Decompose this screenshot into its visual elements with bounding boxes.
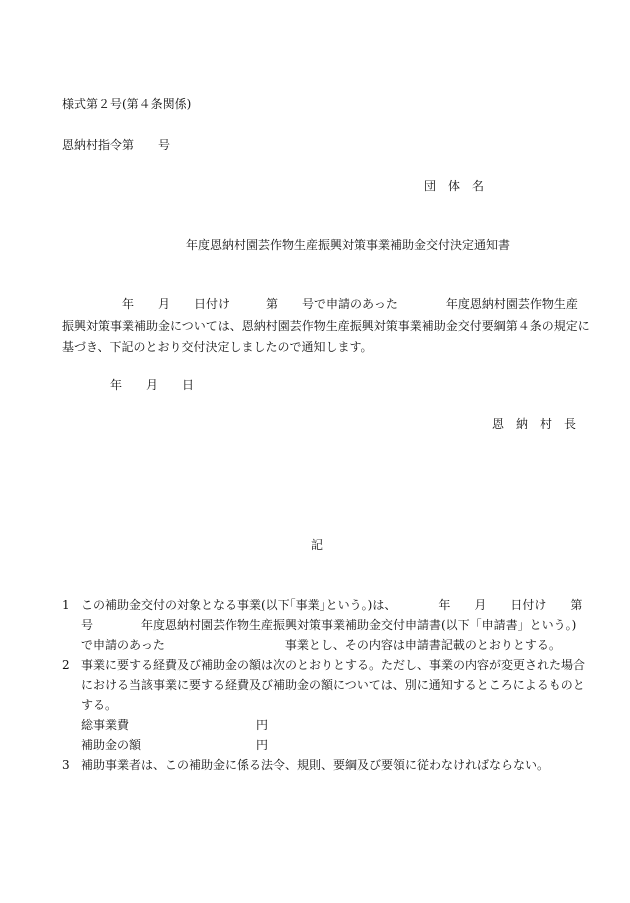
item-line: する。 xyxy=(81,698,118,712)
form-number: 様式第２号(第４条関係) xyxy=(62,97,192,111)
subsidy-amount-label: 補助金の額 xyxy=(81,738,142,752)
document-title: 年度恩納村園芸作物生産振興対策事業補助金交付決定通知書 xyxy=(186,238,511,252)
subsidy-amount-unit: 円 xyxy=(256,738,269,752)
ki-heading: 記 xyxy=(311,538,324,552)
total-cost-label: 総事業費 xyxy=(81,718,130,732)
body-line: 年 月 日付け 第 号で申請のあった 年度恩納村園芸作物生産 xyxy=(62,297,578,311)
item-line: における当該事業に要する経費及び補助金の額については、別に通知するところによるものと xyxy=(81,678,585,692)
item-number: 1 xyxy=(62,598,70,612)
body-line: 振興対策事業補助金については、恩納村園芸作物生産振興対策事業補助金交付要綱第４条の規定に xyxy=(62,319,590,333)
item-line: 号 年度恩納村園芸作物生産振興対策事業補助金交付申請書(以下「申請書」という。) xyxy=(81,618,577,632)
total-cost-unit: 円 xyxy=(256,718,269,732)
item-line: 事業に要する経費及び補助金の額は次のとおりとする。ただし、事業の内容が変更された場合 xyxy=(81,658,586,672)
recipient-name-label: 団 体 名 xyxy=(424,179,485,193)
issue-date: 年 月 日 xyxy=(110,378,195,392)
item-line: 補助事業者は、この補助金に係る法令、規則、要綱及び要領に従わなければならない。 xyxy=(81,758,550,772)
item-number: 3 xyxy=(62,758,70,772)
issuer-village-mayor: 恩 納 村 長 xyxy=(492,417,577,431)
item-number: 2 xyxy=(62,658,70,672)
body-line: 基づき、下記のとおり交付決定しましたので通知します。 xyxy=(62,340,373,354)
item-line: この補助金交付の対象となる事業(以下｢事業｣という。)は、 年 月 日付け 第 xyxy=(81,598,583,612)
reference-number: 恩納村指令第 号 xyxy=(62,138,171,152)
item-line: で申請のあった 事業とし、その内容は申請書記載のとおりとする。 xyxy=(81,638,561,652)
